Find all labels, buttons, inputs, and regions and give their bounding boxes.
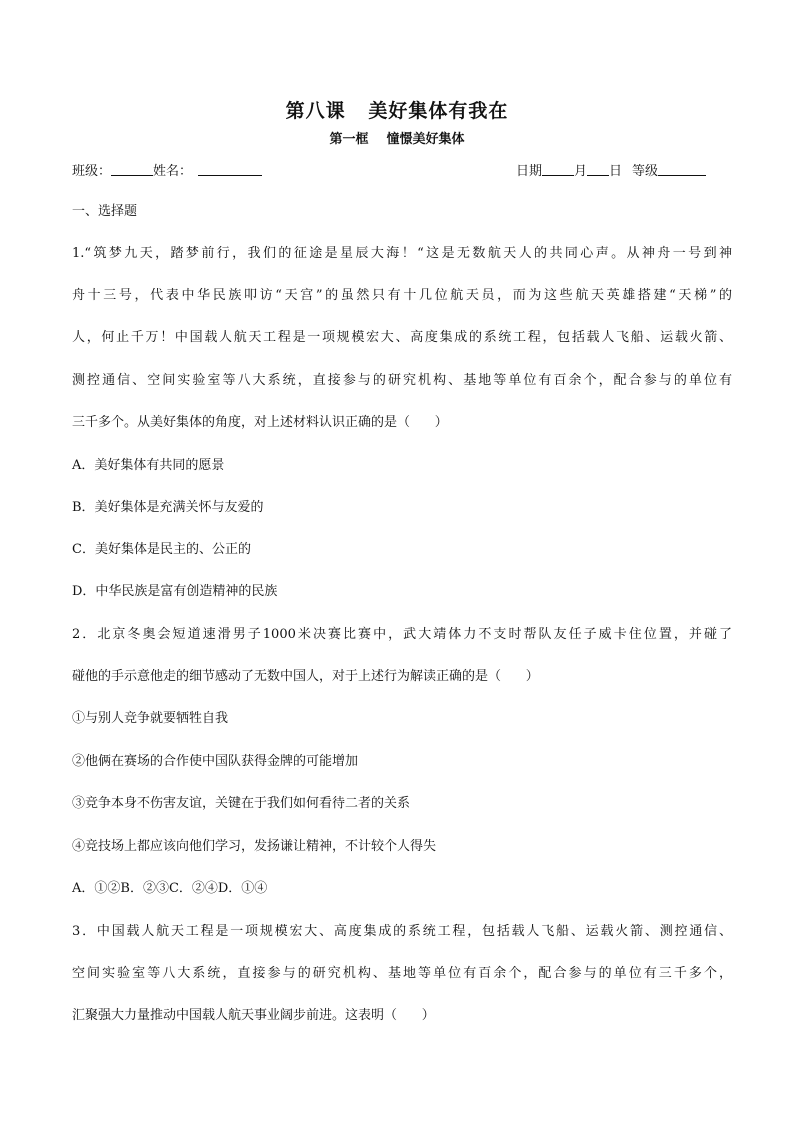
grade-blank[interactable]	[658, 163, 706, 176]
class-label: 班级：	[72, 164, 112, 179]
date-grade-info	[516, 160, 706, 179]
q2-statement-3: ③竞争本身不伤害友谊，关键在于我们如何看待二者的关系	[72, 796, 411, 811]
q2-line: 碰他的手示意他走的细节感动了无数中国人，对于上述行为解读正确的是（ ）	[72, 669, 539, 684]
date-label: 日期	[516, 164, 543, 179]
class-blank[interactable]	[111, 163, 153, 176]
q3-line: 3．中国载人航天工程是一项规模宏大、高度集成的系统工程，包括载人飞船、运载火箭、测控通信、	[72, 924, 732, 939]
grade-label: 等级	[632, 164, 659, 179]
q1-line: 1.“筑梦九天，踏梦前行，我们的征途是星辰大海！“这是无数航天人的共同心声。从神舟一号到神	[72, 246, 732, 261]
q1-option-b[interactable]: B．美好集体是充满关怀与友爱的	[72, 500, 264, 515]
q2-statement-1: ①与别人竞争就要牺牲自我	[72, 711, 229, 726]
q1-line: 测控通信、空间实验室等八大系统，直接参与的研究机构、基地等单位有百余个，配合参与的单位有	[72, 373, 732, 388]
student-info	[72, 160, 262, 179]
q1-line: 舟十三号，代表中华民族叩访“天宫”的虽然只有十几位航天员，而为这些航天英雄搭建“天梯”的	[72, 288, 732, 303]
day-label: 日	[609, 164, 623, 179]
name-label: 姓名：	[153, 164, 193, 179]
date-blank[interactable]	[542, 163, 574, 176]
q2-statement-2: ②他俩在赛场的合作使中国队获得金牌的可能增加	[72, 754, 359, 769]
q1-option-c[interactable]: C．美好集体是民主的、公正的	[72, 542, 251, 557]
q2-statement-4: ④竞技场上都应该向他们学习，发扬谦让精神，不计较个人得失	[72, 839, 437, 854]
q1-option-a[interactable]: A．美好集体有共同的愿景	[72, 458, 225, 473]
q1-line: 三千多个。从美好集体的角度，对上述材料认识正确的是（ ）	[72, 415, 448, 430]
q2-line: 2．北京冬奥会短道速滑男子1000米决赛比赛中，武大靖体力不支时帮队友任子威卡住位置，并碰了	[72, 627, 732, 642]
month-label: 月	[574, 164, 588, 179]
q3-line: 空间实验室等八大系统，直接参与的研究机构、基地等单位有百余个，配合参与的单位有三千多个，	[72, 966, 732, 981]
q1-line: 人，何止千万！中国载人航天工程是一项规模宏大、高度集成的系统工程，包括载人飞船、运载火箭、	[72, 330, 732, 345]
section-subtitle: 第一框 憧憬美好集体	[329, 132, 465, 147]
section-heading: 一、选择题	[72, 204, 138, 219]
q3-line: 汇聚强大力量推动中国载人航天事业阔步前进。这表明（ ）	[72, 1008, 435, 1023]
lesson-title: 第八课 美好集体有我在	[285, 100, 509, 122]
q2-answer-options[interactable]: A．①②B．②③C．②④D．①④	[72, 881, 268, 896]
name-blank[interactable]	[198, 163, 262, 176]
month-blank[interactable]	[587, 163, 609, 176]
q1-option-d[interactable]: D．中华民族是富有创造精神的民族	[72, 584, 278, 599]
